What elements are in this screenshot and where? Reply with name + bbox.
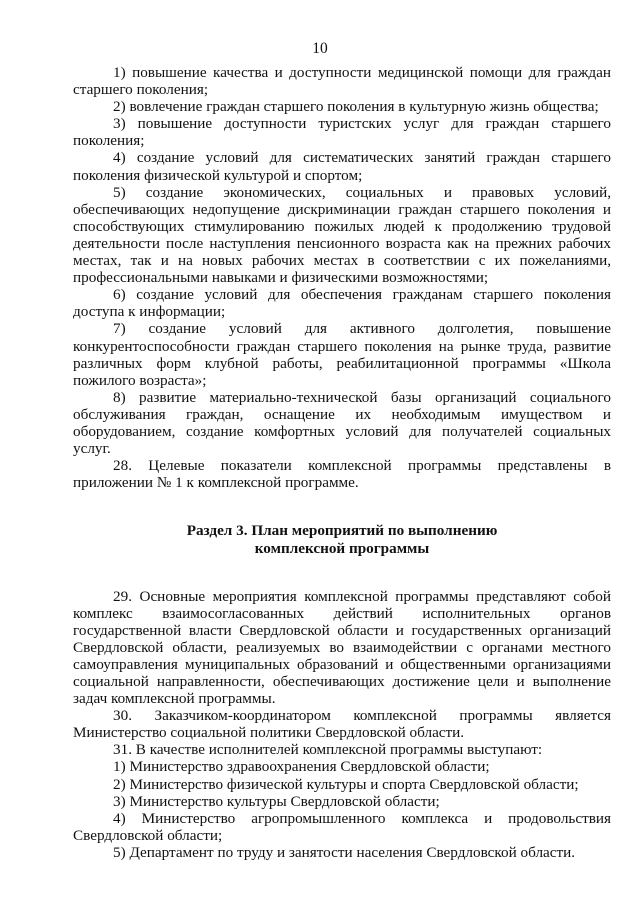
section-title <box>73 522 611 557</box>
list-item: 7) создание условий для активного долголетия, повышение конкурентоспособности граждан старшего поколения на рынке труда, развитие различных форм клубной работы, реабилитационной программы «Школа пожилого возраста»; <box>73 320 611 389</box>
paragraph-30: 30. Заказчиком-координатором комплексной программы является Министерство социальной политики Свердловской области. <box>73 707 611 742</box>
list-item: 1) повышение качества и доступности медицинской помощи для граждан старшего поколения; <box>73 64 611 99</box>
page-number: 10 <box>312 40 328 57</box>
executor-item: 1) Министерство здравоохранения Свердловской области; <box>113 758 490 776</box>
list-item: 4) создание условий для систематических занятий граждан старшего поколения физической культурой и спортом; <box>73 149 611 184</box>
executor-item: 2) Министерство физической культуры и спорта Свердловской области; <box>113 775 579 793</box>
paragraph-28: 28. Целевые показатели комплексной программы представлены в приложении № 1 к комплексной программе. <box>73 457 611 492</box>
page-content <box>73 64 611 861</box>
list-item: 8) развитие материально-технической базы организаций социального обслуживания граждан, оснащение их необходимым имуществом и оборудованием, создание комфортных условий для получателей социальных услуг. <box>73 388 611 458</box>
executor-item: 5) Департамент по труду и занятости населения Свердловской области. <box>113 843 576 861</box>
list-item: 3) повышение доступности туристских услуг для граждан старшего поколения; <box>73 115 611 150</box>
list-item: 2) вовлечение граждан старшего поколения в культурную жизнь общества; <box>113 98 599 116</box>
executor-item: 4) Министерство агропромышленного комплекса и продовольствия Свердловской области; <box>73 809 611 844</box>
section-title-line-1: Раздел 3. План мероприятий по выполнению <box>186 522 498 540</box>
list-item: 5) создание экономических, социальных и правовых условий, обеспечивающих недопущение дискриминации граждан старшего поколения и способствующих стимулированию пожилых людей к продолжению трудовой деятельности после наступления пенсионного возраста как на прежних рабочих местах, так и на новых рабочих местах в соответствии с их пожеланиями, профессиональными навыками и физическими возможностями; <box>73 183 611 287</box>
list-item: 6) создание условий для обеспечения гражданам старшего поколения доступа к информации; <box>73 286 611 321</box>
paragraph-29: 29. Основные мероприятия комплексной программы представляют собой комплекс взаимосогласованных действий исполнительных органов государственной власти Свердловской области и государственных организаций Свердловской области, реализуемых во взаимодействии с органами местного самоуправления муниципальных образований и общественными организациями социальной направленности, обеспечивающих достижение цели и выполнение задач комплексной программы. <box>73 587 611 708</box>
executor-item: 3) Министерство культуры Свердловской области; <box>113 792 440 810</box>
section-title-line-2: комплексной программы <box>254 539 430 557</box>
paragraph-31: 31. В качестве исполнителей комплексной программы выступают: <box>113 741 543 759</box>
